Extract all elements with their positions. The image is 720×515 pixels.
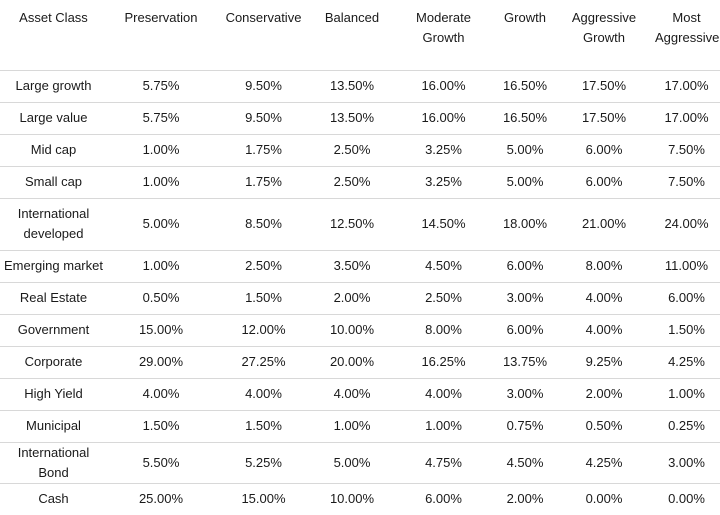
cell-value: 2.00%: [555, 378, 653, 410]
row-label: Government: [0, 314, 107, 346]
table-row: [0, 134, 720, 166]
cell-value: 5.00%: [107, 198, 215, 250]
cell-value: 1.00%: [107, 166, 215, 198]
cell-value: 1.75%: [215, 134, 312, 166]
table-row: [0, 410, 720, 442]
cell-value: 1.00%: [312, 410, 392, 442]
cell-value: 7.50%: [653, 134, 720, 166]
cell-value: 16.50%: [495, 102, 555, 134]
cell-value: 17.00%: [653, 70, 720, 102]
header-conservative: Conservative: [215, 0, 312, 70]
cell-value: 0.50%: [555, 410, 653, 442]
cell-value: 1.00%: [107, 250, 215, 282]
cell-value: 17.00%: [653, 102, 720, 134]
cell-value: 6.00%: [495, 314, 555, 346]
table-row: [0, 198, 720, 250]
cell-value: 8.00%: [392, 314, 495, 346]
row-label: Emerging market: [0, 250, 107, 282]
table-row: [0, 483, 720, 515]
cell-value: 3.25%: [392, 166, 495, 198]
cell-value: 0.25%: [653, 410, 720, 442]
cell-value: 3.00%: [495, 378, 555, 410]
cell-value: 13.50%: [312, 70, 392, 102]
header-most-aggressive: Most Aggressive: [653, 0, 720, 70]
table-row: [0, 166, 720, 198]
cell-value: 4.75%: [392, 442, 495, 483]
header-row: [0, 0, 720, 70]
cell-value: 25.00%: [138, 491, 184, 507]
cell-value: 1.00%: [107, 134, 215, 166]
cell-value: 14.50%: [392, 198, 495, 250]
cell-value: 10.00%: [312, 314, 392, 346]
row-label: Municipal: [0, 410, 107, 442]
header-moderate-growth: Moderate Growth: [392, 0, 495, 70]
cell-value: 4.00%: [312, 378, 392, 410]
cell-value: 4.25%: [555, 442, 653, 483]
header-asset-class: Asset Class: [0, 0, 107, 70]
cell-value: 4.00%: [215, 378, 312, 410]
cell-value: 8.50%: [215, 198, 312, 250]
row-label: Large growth: [0, 70, 107, 102]
cell-value: 16.00%: [392, 102, 495, 134]
row-label: International Bond: [0, 442, 107, 483]
cell-value: 7.50%: [653, 166, 720, 198]
cell-value: 6.00%: [495, 250, 555, 282]
cell-value: 29.00%: [107, 346, 215, 378]
cell-value: 0.00%: [668, 491, 705, 507]
cell-value: 18.00%: [495, 198, 555, 250]
row-label: High Yield: [0, 378, 107, 410]
cell-value: 1.00%: [653, 378, 720, 410]
cell-value: 6.00%: [653, 282, 720, 314]
cell-value: 20.00%: [312, 346, 392, 378]
cell-value: 17.50%: [555, 70, 653, 102]
row-label: Cash: [38, 491, 69, 507]
cell-value: 2.50%: [215, 250, 312, 282]
cell-value: 4.50%: [495, 442, 555, 483]
row-label: Real Estate: [0, 282, 107, 314]
cell-value: 16.25%: [392, 346, 495, 378]
cell-value: 5.25%: [215, 442, 312, 483]
cell-value: 13.75%: [495, 346, 555, 378]
table-row: [0, 250, 720, 282]
cell-value: 5.00%: [495, 134, 555, 166]
cell-value: 1.50%: [653, 314, 720, 346]
cell-value: 21.00%: [555, 198, 653, 250]
cell-value: 11.00%: [653, 250, 720, 282]
cell-value: 4.00%: [392, 378, 495, 410]
row-label: Corporate: [0, 346, 107, 378]
cell-value: 4.00%: [555, 282, 653, 314]
cell-value: 27.25%: [215, 346, 312, 378]
cell-value: 1.50%: [215, 410, 312, 442]
cell-value: 4.00%: [107, 378, 215, 410]
cell-value: 0.00%: [585, 491, 623, 507]
cell-value: 10.00%: [329, 491, 375, 507]
cell-value: 8.00%: [555, 250, 653, 282]
cell-value: 4.00%: [555, 314, 653, 346]
row-label: Large value: [0, 102, 107, 134]
cell-value: 6.00%: [555, 134, 653, 166]
cell-value: 5.75%: [107, 70, 215, 102]
cell-value: 3.50%: [312, 250, 392, 282]
cell-value: 12.00%: [215, 314, 312, 346]
cell-value: 9.50%: [215, 102, 312, 134]
cell-value: 1.00%: [392, 410, 495, 442]
cell-value: 5.00%: [495, 166, 555, 198]
cell-value: 2.00%: [506, 491, 544, 507]
cell-value: 15.00%: [107, 314, 215, 346]
cell-value: 2.50%: [392, 282, 495, 314]
cell-value: 12.50%: [312, 198, 392, 250]
cell-value: 9.50%: [215, 70, 312, 102]
cell-value: 24.00%: [653, 198, 720, 250]
cell-value: 16.00%: [392, 70, 495, 102]
table-row: [0, 70, 720, 102]
cell-value: 1.75%: [215, 166, 312, 198]
row-label: International developed: [0, 198, 107, 250]
row-label: Mid cap: [0, 134, 107, 166]
table-row: [0, 282, 720, 314]
cell-value: 2.00%: [312, 282, 392, 314]
cell-value: 1.50%: [215, 282, 312, 314]
cell-value: 13.50%: [312, 102, 392, 134]
cell-value: 6.00%: [425, 491, 462, 507]
cell-value: 2.50%: [312, 134, 392, 166]
table-row: [0, 102, 720, 134]
header-growth: Growth: [495, 0, 555, 70]
cell-value: 4.25%: [653, 346, 720, 378]
cell-value: 4.50%: [392, 250, 495, 282]
header-aggressive-growth: Aggressive Growth: [555, 0, 653, 70]
cell-value: 17.50%: [555, 102, 653, 134]
cell-value: 3.00%: [653, 442, 720, 483]
cell-value: 0.50%: [107, 282, 215, 314]
cell-value: 0.75%: [495, 410, 555, 442]
cell-value: 9.25%: [555, 346, 653, 378]
cell-value: 3.25%: [392, 134, 495, 166]
header-balanced: Balanced: [312, 0, 392, 70]
header-preservation: Preservation: [107, 0, 215, 70]
cell-value: 2.50%: [312, 166, 392, 198]
table-row: [0, 314, 720, 346]
cell-value: 15.00%: [241, 491, 286, 507]
cell-value: 5.00%: [312, 442, 392, 483]
cell-value: 16.50%: [495, 70, 555, 102]
cell-value: 1.50%: [107, 410, 215, 442]
cell-value: 5.75%: [107, 102, 215, 134]
cell-value: 5.50%: [107, 442, 215, 483]
table-row: [0, 442, 720, 483]
cell-value: 3.00%: [495, 282, 555, 314]
cell-value: 6.00%: [555, 166, 653, 198]
table-row: [0, 346, 720, 378]
table-row: [0, 378, 720, 410]
row-label: Small cap: [0, 166, 107, 198]
